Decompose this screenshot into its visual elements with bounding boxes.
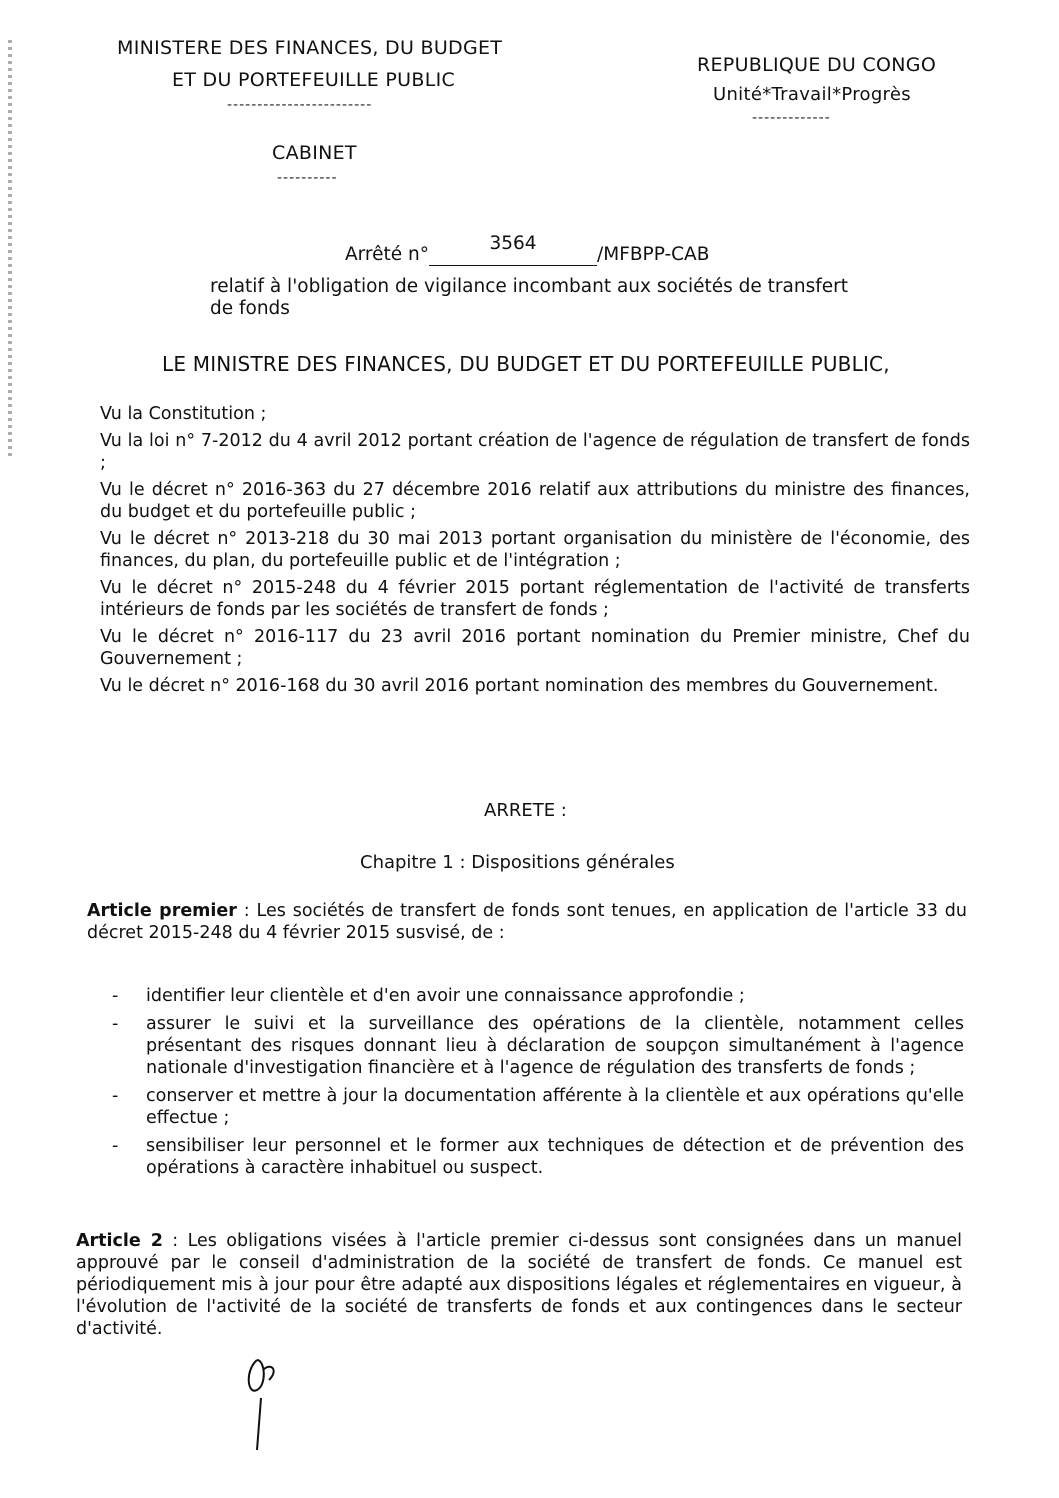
visas-block bbox=[100, 403, 970, 697]
ministry-name-line1: MINISTERE DES FINANCES, DU BUDGET bbox=[117, 37, 503, 59]
article-1-text: : Les sociétés de transfert de fonds sont tenues, en application de l'article 33 du décret 2015-248 du 4 février 2015 susvisé, de : bbox=[87, 901, 967, 943]
cabinet-label: CABINET bbox=[272, 142, 357, 164]
decree-number-field bbox=[429, 233, 597, 266]
list-item: - sensibiliser leur personnel et le former aux techniques de détection et de prévention des opérations à caractère inhabituel ou suspect. bbox=[112, 1136, 964, 1178]
bullet-mark: - bbox=[112, 1086, 119, 1106]
visa-item: Vu le décret n° 2013-218 du 30 mai 2013 portant organisation du ministère de l'économie, des finances, du plan, du portefeuille public et de l'intégration ; bbox=[100, 529, 970, 571]
decree-suffix: /MFBPP-CAB bbox=[597, 244, 710, 265]
bullet-mark: - bbox=[112, 1014, 119, 1034]
handwritten-initials bbox=[235, 1340, 295, 1455]
decree-number-line bbox=[345, 233, 710, 266]
cabinet-separator: ---------- bbox=[277, 170, 338, 186]
visa-item: Vu la Constitution ; bbox=[100, 404, 267, 424]
bullet-mark: - bbox=[112, 1136, 119, 1156]
chapter-heading: Chapitre 1 : Dispositions générales bbox=[360, 852, 675, 873]
article-2-label: Article 2 bbox=[76, 1231, 163, 1251]
article-2-text: : Les obligations visées à l'article premier ci-dessus sont consignées dans un manuel approuvé par le conseil d'administration de la société de transfert de fonds. Ce manuel est périodiquement mis à jour pour être adapté aux dispositions légales et réglementaires en vigueur, à l'évolution de l'activité de la société de transferts de fonds et aux contingences dans le secteur d'activité. bbox=[76, 1231, 962, 1339]
list-item: - identifier leur clientèle et d'en avoir une connaissance approfondie ; bbox=[112, 986, 745, 1006]
decree-subject-line2: de fonds bbox=[210, 298, 290, 319]
minister-heading: LE MINISTRE DES FINANCES, DU BUDGET ET DU PORTEFEUILLE PUBLIC, bbox=[162, 352, 890, 376]
decree-subject-line1: relatif à l'obligation de vigilance incombant aux sociétés de transfert bbox=[210, 276, 848, 297]
scan-edge-marks bbox=[8, 40, 12, 460]
arrete-heading: ARRETE : bbox=[484, 800, 567, 821]
bullet-mark: - bbox=[112, 986, 119, 1006]
decree-prefix: Arrêté n° bbox=[345, 244, 430, 265]
visa-item: Vu le décret n° 2016-363 du 27 décembre 2016 relatif aux attributions du ministre des finances, du budget et du portefeuille public ; bbox=[100, 480, 970, 522]
article-1 bbox=[87, 900, 967, 944]
article-2 bbox=[76, 1230, 962, 1340]
list-item: - assurer le suivi et la surveillance des opérations de la clientèle, notamment celles présentant des risques donnant lieu à déclaration de soupçon simultanément à l'agence nationale d'investigation financière et à l'agence de régulation des transferts de fonds ; bbox=[112, 1014, 964, 1078]
visa-item: Vu la loi n° 7-2012 du 4 avril 2012 portant création de l'agence de régulation de transfert de fonds ; bbox=[100, 431, 970, 473]
republic-separator: ------------- bbox=[752, 110, 831, 126]
article-1-list bbox=[112, 985, 964, 1185]
visa-item: Vu le décret n° 2016-117 du 23 avril 2016 portant nomination du Premier ministre, Chef du Gouvernement ; bbox=[100, 627, 970, 669]
visa-item: Vu le décret n° 2016-168 du 30 avril 2016 portant nomination des membres du Gouvernement. bbox=[100, 676, 939, 696]
article-1-label: Article premier bbox=[87, 901, 237, 921]
list-item: - conserver et mettre à jour la documentation afférente à la clientèle et aux opérations qu'elle effectue ; bbox=[112, 1086, 964, 1128]
ministry-separator: ------------------------ bbox=[227, 97, 373, 113]
national-motto: Unité*Travail*Progrès bbox=[713, 84, 911, 105]
decree-number: 3564 bbox=[489, 233, 537, 254]
ministry-name-line2: ET DU PORTEFEUILLE PUBLIC bbox=[172, 69, 456, 91]
republic-name: REPUBLIQUE DU CONGO bbox=[697, 54, 937, 76]
visa-item: Vu le décret n° 2015-248 du 4 février 2015 portant réglementation de l'activité de transferts intérieurs de fonds par les sociétés de transfert de fonds ; bbox=[100, 578, 970, 620]
